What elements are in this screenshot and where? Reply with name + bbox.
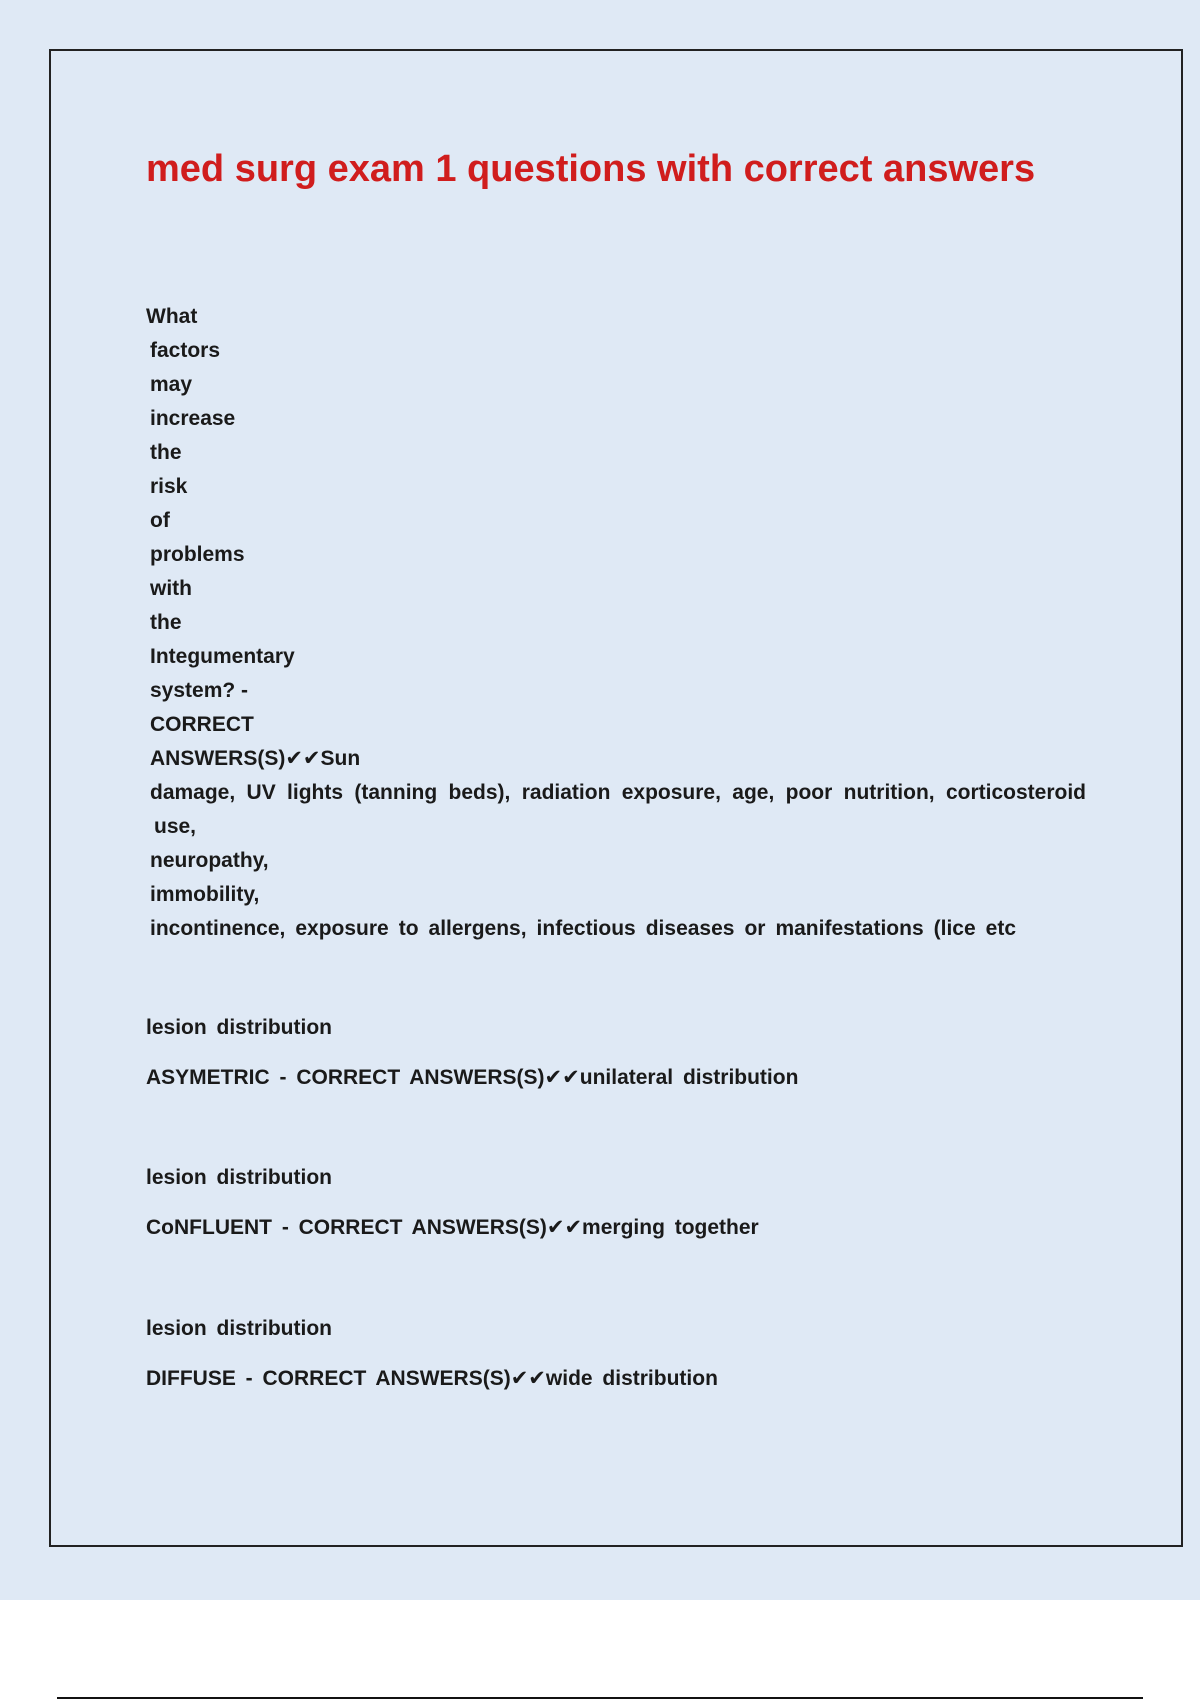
card-definition: ASYMETRIC - CORRECT ANSWERS(S)✔✔unilateral distribution (146, 1066, 799, 1089)
question-word: with (150, 577, 192, 600)
question-word: the (150, 611, 182, 634)
flashcard (146, 1163, 1086, 1243)
answer-line: neuropathy, (150, 849, 269, 872)
question-word: Integumentary (150, 645, 295, 668)
card-definition: DIFFUSE - CORRECT ANSWERS(S)✔✔wide distribution (146, 1367, 718, 1390)
card-term: lesion distribution (146, 1166, 332, 1189)
flashcard (146, 1013, 1086, 1093)
question-block (146, 300, 1086, 946)
card-term: lesion distribution (146, 1317, 332, 1340)
document-title: med surg exam 1 questions with correct answers (146, 148, 1036, 190)
answer-line: incontinence, exposure to allergens, infectious diseases or manifestations (lice etc (150, 917, 1016, 940)
footer-rule (57, 1697, 1143, 1699)
card-definition: CoNFLUENT - CORRECT ANSWERS(S)✔✔merging together (146, 1216, 759, 1239)
question-word: ANSWERS(S)✔✔Sun (150, 747, 361, 770)
question-word: risk (150, 475, 188, 498)
question-word: the (150, 441, 182, 464)
question-word: CORRECT (150, 713, 254, 736)
flashcard (146, 1314, 1086, 1394)
answer-line: damage, UV lights (tanning beds), radiation exposure, age, poor nutrition, corticosteroid (150, 781, 1086, 804)
question-word: increase (150, 407, 236, 430)
question-word: of (150, 509, 170, 532)
question-word: What (146, 305, 198, 328)
answer-line: immobility, (150, 883, 260, 906)
question-word: system? - (150, 679, 249, 702)
answer-line: use, (154, 815, 197, 838)
question-word: factors (150, 339, 221, 362)
question-word: problems (150, 543, 245, 566)
question-word: may (150, 373, 193, 396)
card-term: lesion distribution (146, 1016, 332, 1039)
